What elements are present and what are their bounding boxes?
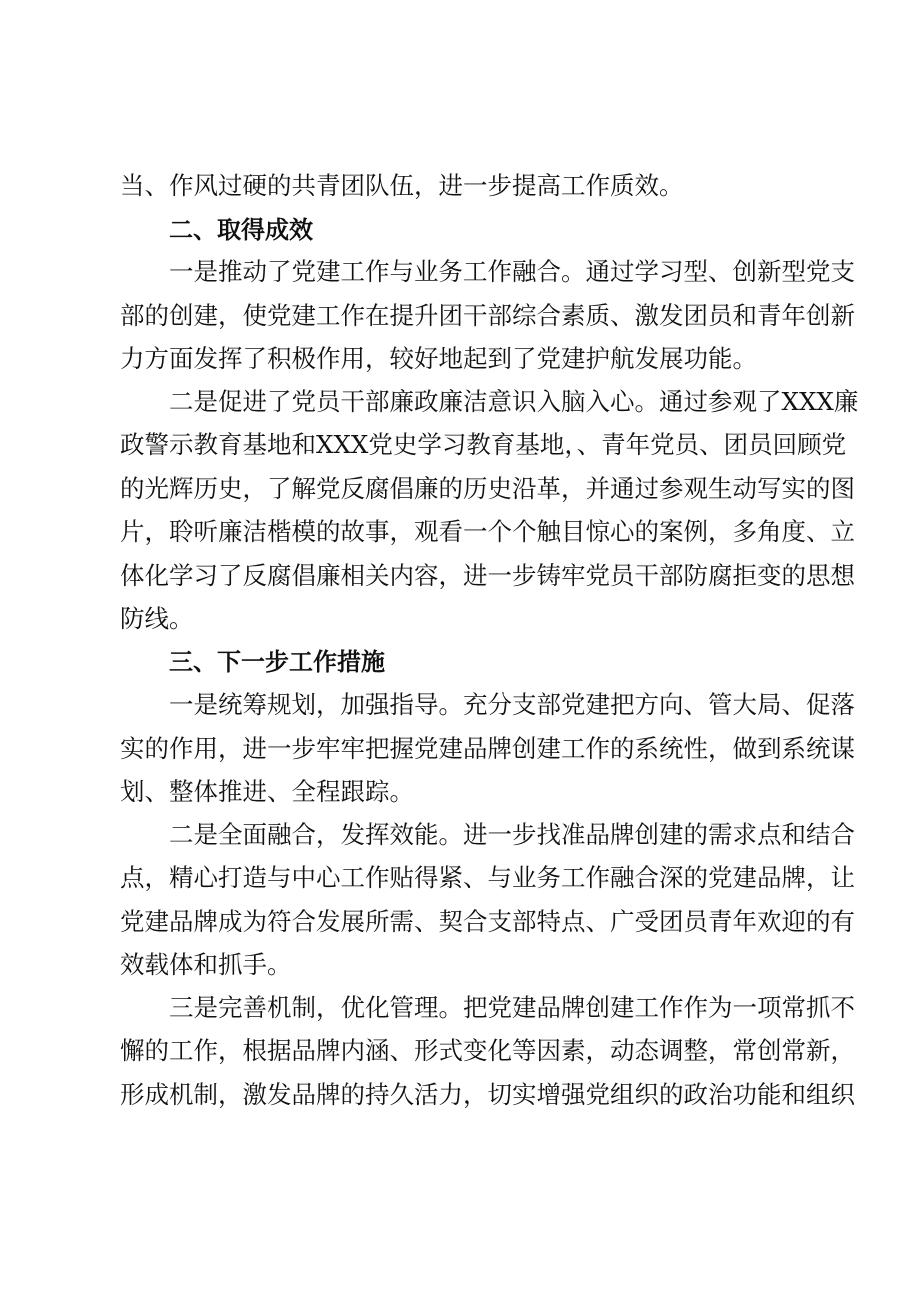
text-line: 一是推动了党建工作与业务工作融合。通过学习型、创新型党支: [169, 257, 855, 286]
text-line: 防线。: [120, 604, 194, 633]
text-line: 片，聆听廉洁楷模的故事，观看一个个触目惊心的案例，多角度、立: [120, 517, 855, 546]
text-line: 党建品牌成为符合发展所需、契合支部特点、广受团员青年欢迎的有: [120, 907, 855, 936]
text-line: 三是完善机制，优化管理。把党建品牌创建工作作为一项常抓不: [169, 993, 855, 1022]
text-line: 懈的工作，根据品牌内涵、形式变化等因素，动态调整，常创常新，: [120, 1036, 855, 1065]
text-line: 点，精心打造与中心工作贴得紧、与业务工作融合深的党建品牌，让: [120, 863, 855, 892]
text-line: 力方面发挥了积极作用，较好地起到了党建护航发展功能。: [120, 344, 757, 373]
section-heading: 三、下一步工作措施: [169, 648, 385, 676]
text-line: 效载体和抓手。: [120, 950, 292, 979]
text-line: 政警示教育基地和XXX党史学习教育基地，、青年党员、团员回顾党: [120, 430, 847, 459]
text-line: 一是统筹规划，加强指导。充分支部党建把方向、管大局、促落: [169, 690, 855, 719]
text-line: 二是促进了党员干部廉政廉洁意识入脑入心。通过参观了XXX廉: [169, 387, 859, 416]
section-heading: 二、取得成效: [169, 216, 313, 244]
text-line: 部的创建，使党建工作在提升团干部综合素质、激发团员和青年创新: [120, 301, 855, 330]
text-line: 的光辉历史，了解党反腐倡廉的历史沿革，并通过参观生动写实的图: [120, 474, 855, 503]
text-line: 体化学习了反腐倡廉相关内容，进一步铸牢党员干部防腐拒变的思想: [120, 561, 855, 590]
text-line: 二是全面融合，发挥效能。进一步找准品牌创建的需求点和结合: [169, 820, 855, 849]
text-line: 实的作用，进一步牢牢把握党建品牌创建工作的系统性，做到系统谋: [120, 734, 855, 763]
text-line: 划、整体推进、全程跟踪。: [120, 777, 414, 806]
text-line: 形成机制，激发品牌的持久活力，切实增强党组织的政治功能和组织: [120, 1080, 855, 1109]
text-line: 当、作风过硬的共青团队伍，进一步提高工作质效。: [120, 171, 684, 200]
